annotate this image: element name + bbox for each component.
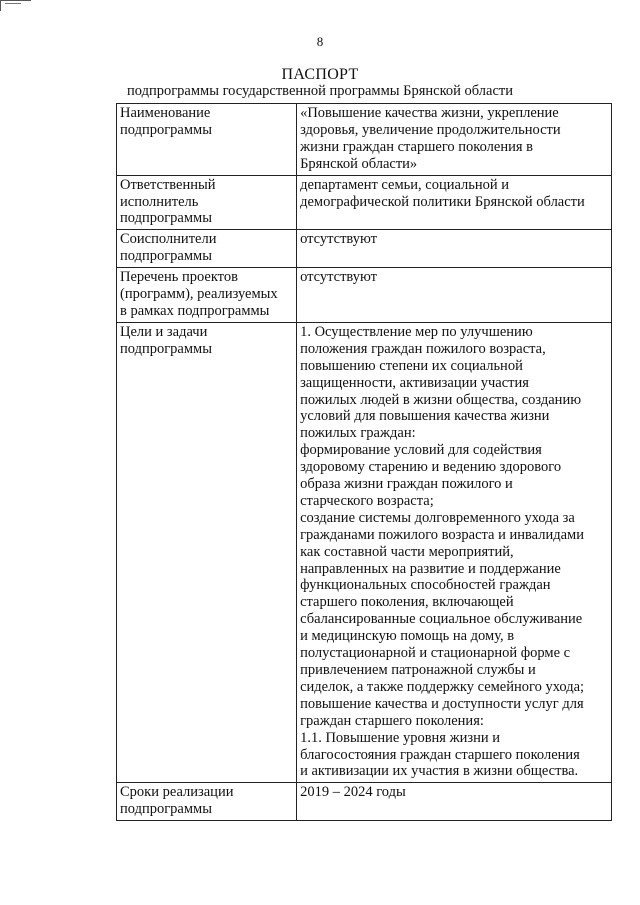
row-label-line: (программ), реализуемых	[120, 286, 278, 303]
row-value-line: как составной части мероприятий,	[300, 543, 514, 560]
row-value-line: старческого возраста;	[300, 492, 434, 509]
row-value-cell	[297, 268, 612, 323]
row-label-line: в рамках подпрограммы	[120, 302, 270, 319]
row-label-cell	[117, 322, 297, 782]
row-label-line: подпрограммы	[120, 121, 212, 138]
row-label-cell	[117, 175, 297, 230]
document-subtitle: подпрограммы государственной программы Брянской области	[126, 83, 513, 99]
row-value-line: старшего поколения, включающей	[300, 594, 514, 611]
row-value-line: здоровья, увеличение продолжительности	[300, 121, 561, 138]
passport-row	[117, 268, 612, 323]
row-label-line: подпрограммы	[120, 210, 212, 227]
row-value-line: 2019 – 2024 годы	[300, 784, 406, 801]
row-value-line: условий для повышения качества жизни	[300, 408, 550, 425]
row-value-line: направленных на развитие и поддержание	[300, 560, 561, 577]
row-value-line: 1. Осуществление мер по улучшению	[300, 323, 533, 340]
row-value-line: Брянской области»	[300, 155, 418, 172]
row-label-cell	[117, 783, 297, 821]
row-value-line: департамент семьи, социальной и	[300, 176, 510, 193]
row-value-line: сиделок, а также поддержку семейного ухода;	[300, 678, 585, 695]
row-value-line: повышение качества и доступности услуг для	[300, 695, 584, 712]
row-value-line: демографической политики Брянской области	[300, 193, 585, 210]
row-value-line: функциональных способностей граждан	[300, 577, 551, 594]
row-value-line: отсутствуют	[300, 269, 378, 286]
row-value-line: защищенности, активизации участия	[300, 374, 529, 391]
row-value-line: «Повышение качества жизни, укрепление	[300, 105, 559, 121]
row-value-cell	[297, 230, 612, 268]
row-value-cell	[297, 104, 612, 176]
row-value-line: пожилых граждан:	[300, 425, 416, 442]
row-value-cell	[297, 175, 612, 230]
row-label-line: Сроки реализации	[120, 784, 234, 801]
row-value-line: благосостояния граждан старшего поколения	[300, 746, 580, 763]
row-label-cell	[117, 104, 297, 176]
row-label-line: подпрограммы	[120, 248, 212, 265]
page-number: 8	[316, 34, 324, 49]
row-value-line: повышению степени их социальной	[300, 357, 523, 374]
row-value-line: и медицинскую помощь на дому, в	[300, 628, 515, 645]
row-value-line: отсутствуют	[300, 231, 378, 248]
passport-table-body	[117, 104, 612, 821]
scan-corner-mark	[0, 0, 31, 11]
row-label-line: подпрограммы	[120, 340, 212, 357]
row-label-line: Наименование	[120, 105, 211, 121]
row-label-line: Ответственный	[120, 176, 216, 193]
row-value-line: положения граждан пожилого возраста,	[300, 340, 546, 357]
passport-table	[116, 103, 612, 821]
row-value-line: граждан старшего поколения:	[300, 712, 484, 729]
passport-row	[117, 175, 612, 230]
row-label-cell	[117, 230, 297, 268]
row-value-cell	[297, 322, 612, 782]
row-label-cell	[117, 268, 297, 323]
row-value-line: пожилых людей в жизни общества, созданию	[300, 391, 582, 408]
passport-row	[117, 104, 612, 176]
passport-row	[117, 783, 612, 821]
row-value-line: сбалансированные социальное обслуживание	[300, 611, 583, 628]
row-value-line: здоровому старению и ведению здорового	[300, 459, 562, 476]
row-value-line: образа жизни граждан пожилого и	[300, 476, 513, 493]
row-value-line: создание системы долговременного ухода за	[300, 509, 575, 526]
row-value-line: 1.1. Повышение уровня жизни и	[300, 729, 501, 746]
passport-row	[117, 230, 612, 268]
row-value-line: привлечением патронажной службы и	[300, 662, 536, 678]
row-label-line: исполнитель	[120, 193, 199, 210]
row-value-line: полустационарной и стационарной форме с	[300, 645, 571, 662]
row-value-line: жизни граждан старшего поколения в	[300, 138, 533, 155]
document-title: ПАСПОРТ	[281, 66, 359, 83]
row-label-line: Цели и задачи	[120, 323, 208, 340]
row-label-line: подпрограммы	[120, 801, 212, 818]
row-value-cell	[297, 783, 612, 821]
row-label-line: Соисполнители	[120, 231, 217, 248]
row-value-line: и активизации их участия в жизни общества.	[300, 763, 579, 780]
passport-row	[117, 322, 612, 782]
row-label-line: Перечень проектов	[120, 269, 238, 286]
row-value-line: формирование условий для содействия	[300, 442, 542, 459]
row-value-line: гражданами пожилого возраста и инвалидами	[300, 526, 584, 543]
